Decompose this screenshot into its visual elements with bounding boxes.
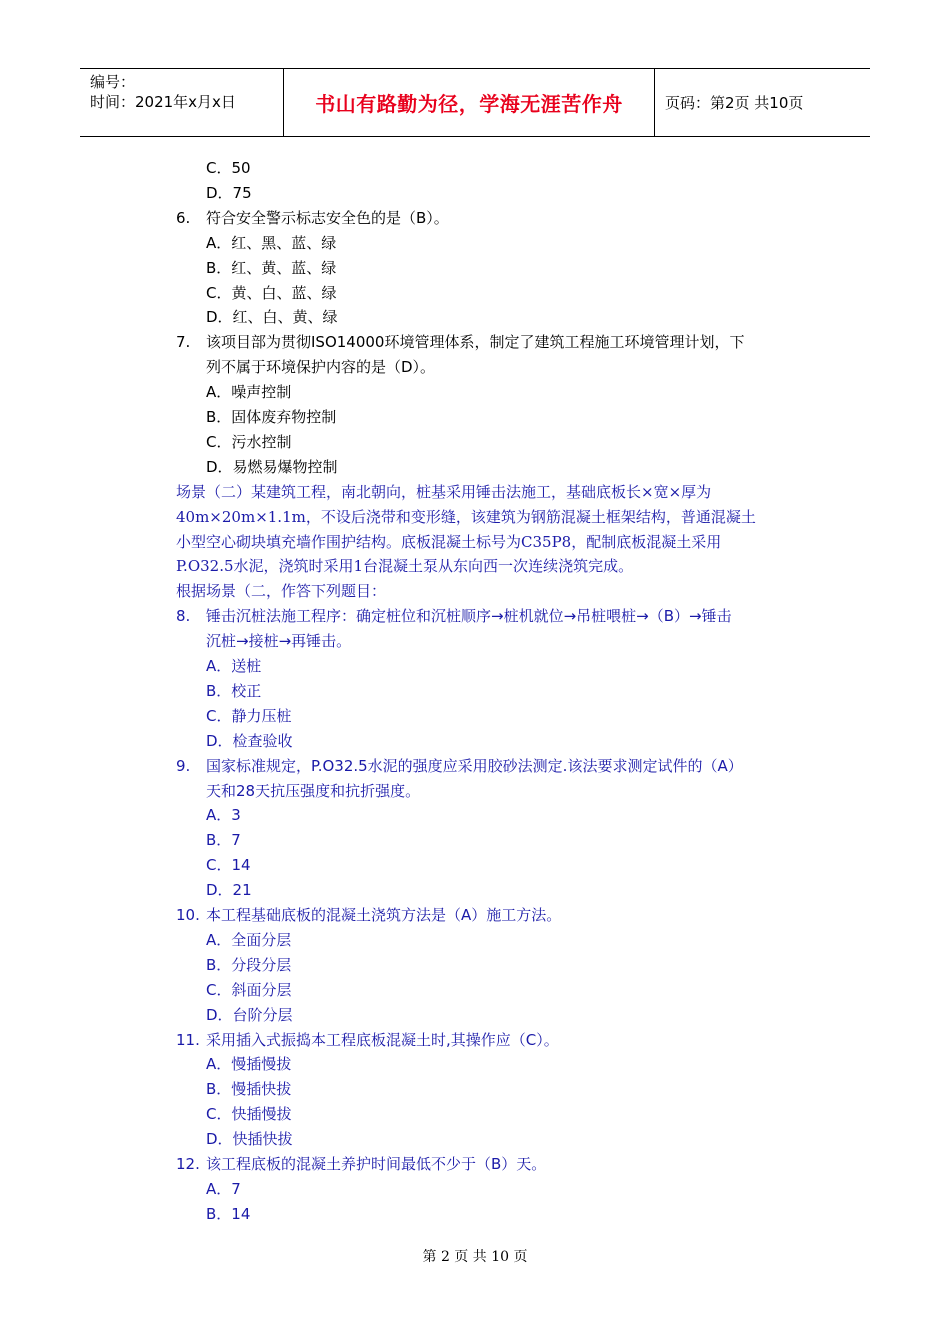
text-line: C．14 — [206, 856, 251, 875]
question-text: 该工程底板的混凝土养护时间最低不少于（B）天。 — [206, 1155, 547, 1173]
question-text: 本工程基础底板的混凝土浇筑方法是（A）施工方法。 — [206, 906, 562, 924]
text-line: A．噪声控制 — [206, 383, 292, 402]
scenario-text: 根据场景（二，作答下列题目： — [176, 582, 387, 601]
number-label: 编号： — [90, 73, 136, 91]
text-line: A．全面分层 — [206, 930, 292, 949]
text-line: C．黄、白、蓝、绿 — [206, 283, 337, 302]
scenario-text: 40m×20m×1.1m，不设后浇带和变形缝，该建筑为钢筋混凝土框架结构，普通混凝土 — [176, 507, 756, 526]
text-line: C．斜面分层 — [206, 980, 292, 999]
page-header — [80, 68, 870, 137]
text-line: A．慢插慢拔 — [206, 1055, 292, 1074]
question-number: 10. — [176, 906, 200, 924]
text-line: B．14 — [206, 1204, 251, 1223]
scenario-text: 小型空心砌块填充墙作围护结构。底板混凝土标号为C35P8，配制底板混凝土采用 — [176, 532, 722, 551]
question-number: 7. — [176, 333, 191, 352]
text-line: 天和28天抗压强度和抗折强度。 — [206, 781, 421, 800]
question-number: 8. — [176, 607, 191, 626]
text-line: D．红、白、黄、绿 — [206, 308, 338, 327]
header-page-info-cell — [655, 69, 870, 136]
text-line: B．校正 — [206, 681, 262, 700]
header-motto-cell — [283, 69, 655, 136]
text-line: A．红、黑、蓝、绿 — [206, 233, 337, 252]
question-number: 11. — [176, 1030, 200, 1049]
text-line: D．易燃易爆物控制 — [206, 457, 338, 476]
question-number: 6. — [176, 208, 191, 227]
question-text: 国家标准规定，P.O32.5水泥的强度应采用胶砂法测定.该法要求测定试件的（A） — [206, 756, 743, 775]
text-line: D．75 — [206, 183, 252, 202]
text-line: B．分段分层 — [206, 955, 292, 974]
question-number: 12. — [176, 1155, 200, 1173]
text-line: D．检查验收 — [206, 731, 293, 750]
page-footer: 第 2 页 共 10 页 — [422, 1249, 528, 1265]
page-info: 页码：第2页 共10页 — [665, 94, 804, 112]
scenario-text: P.O32.5水泥，浇筑时采用1台混凝土泵从东向西一次连续浇筑完成。 — [176, 557, 634, 576]
text-line: 列不属于环境保护内容的是（D）。 — [206, 358, 436, 377]
scenario-text: 场景（二）某建筑工程，南北朝向，桩基采用锤击法施工，基础底板长×宽×厚为 — [176, 482, 712, 501]
text-line: A．7 — [206, 1179, 241, 1198]
question-text: 符合安全警示标志安全色的是（B）。 — [206, 208, 449, 227]
text-line: C．污水控制 — [206, 432, 292, 451]
text-line: D．台阶分层 — [206, 1005, 293, 1024]
text-line: B．慢插快拔 — [206, 1080, 292, 1099]
text-line: A．送桩 — [206, 657, 262, 675]
text-line: C．50 — [206, 159, 251, 177]
text-line: C．静力压桩 — [206, 706, 292, 725]
text-line: B．红、黄、蓝、绿 — [206, 258, 337, 277]
text-line: B．固体废弃物控制 — [206, 408, 337, 426]
question-number: 9. — [176, 756, 191, 775]
motto: 书山有路勤为径，学海无涯苦作舟 — [315, 92, 623, 116]
question-text: 采用插入式振捣本工程底板混凝土时,其操作应（C）。 — [206, 1030, 559, 1049]
time-label: 时间：2021年x月x日 — [90, 93, 236, 111]
text-line: B．7 — [206, 831, 241, 850]
text-line: D．快插快拔 — [206, 1130, 293, 1149]
question-text: 该项目部为贯彻ISO14000环境管理体系，制定了建筑工程施工环境管理计划，下 — [206, 333, 745, 352]
text-line: D．21 — [206, 881, 252, 900]
text-line: C．快插慢拔 — [206, 1105, 292, 1124]
question-text: 锤击沉桩法施工程序：确定桩位和沉桩顺序→桩机就位→吊桩喂桩→（B）→锤击 — [206, 607, 732, 626]
text-line: A．3 — [206, 806, 241, 825]
text-line: 沉桩→接桩→再锤击。 — [206, 632, 352, 651]
header-info — [80, 69, 283, 136]
